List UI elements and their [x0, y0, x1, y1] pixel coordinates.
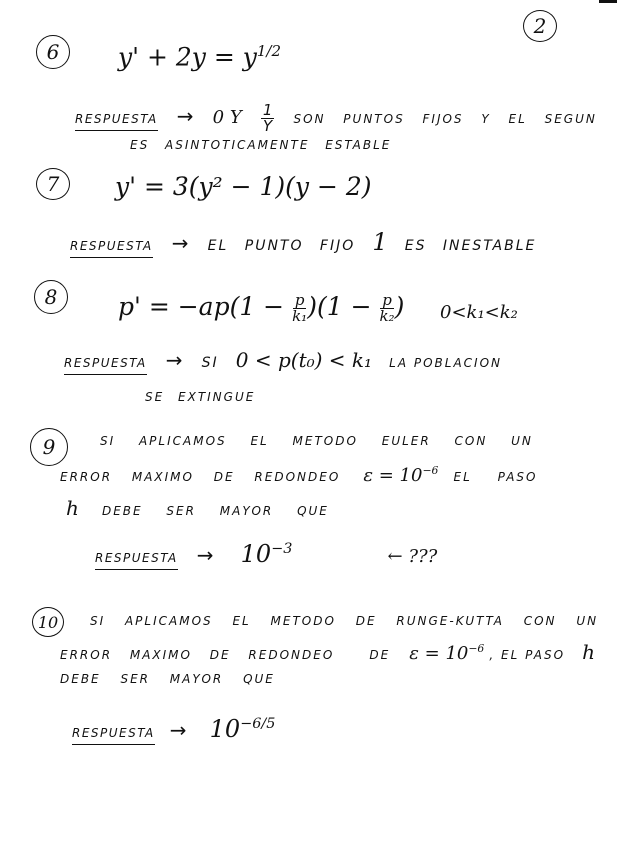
- denominator: k₂: [379, 307, 395, 325]
- problem-text: ERROR MAXIMO DE REDONDEO: [60, 648, 335, 662]
- problem-text: SI APLICAMOS EL METODO DE RUNGE-KUTTA CON UN: [90, 614, 599, 628]
- respuesta-label: RESPUESTA: [70, 239, 153, 258]
- answer-exponent: −3: [271, 541, 293, 557]
- respuesta-label: RESPUESTA: [64, 356, 147, 375]
- epsilon-base: ε = 10: [363, 465, 423, 486]
- equation-part: )(1 −: [307, 292, 372, 321]
- h-symbol: h: [582, 640, 596, 664]
- problem-text-row: [60, 464, 537, 486]
- problem-text: , EL PASO: [489, 648, 566, 662]
- epsilon-exponent: −6: [422, 464, 439, 477]
- arrow-icon: →: [171, 231, 189, 255]
- equation: [118, 292, 404, 324]
- respuesta-label: RESPUESTA: [75, 112, 158, 131]
- arrow-icon: →: [176, 104, 194, 128]
- arrow-icon: →: [165, 348, 183, 372]
- answer-math: 0 < p(t₀) < k₁: [235, 348, 373, 372]
- question-note: ← ???: [387, 546, 438, 567]
- answer-value: [210, 715, 276, 743]
- equation: y' = 3(y² − 1)(y − 2): [115, 172, 372, 201]
- numerator: 1: [262, 101, 273, 119]
- problem-text-row: [66, 496, 329, 520]
- problem-text: DEBE SER MAYOR QUE: [101, 504, 329, 518]
- epsilon-exponent: −6: [468, 642, 485, 655]
- epsilon-base: ε = 10: [409, 643, 469, 664]
- equation-part: p' = −ap(1 −: [118, 292, 285, 321]
- condition: 0<k₁<k₂: [440, 302, 518, 323]
- answer-row: [70, 228, 536, 256]
- answer-row: [95, 540, 437, 568]
- answer-base: 10: [240, 540, 272, 568]
- fraction: [292, 293, 307, 324]
- equation-text: y' + 2y = y: [118, 42, 257, 72]
- denominator: k₁: [292, 307, 308, 325]
- respuesta-label: RESPUESTA: [95, 551, 178, 570]
- problem-text: DEBE SER MAYOR QUE: [60, 672, 275, 686]
- answer-continuation: SE EXTINGUE: [145, 390, 256, 404]
- answer-text: LA POBLACION: [389, 356, 502, 370]
- problem-text: EL PASO: [453, 470, 538, 484]
- denominator: Y: [263, 117, 273, 135]
- epsilon-value: [409, 643, 484, 664]
- answer-text: SON PUNTOS FIJOS Y EL SEGUN: [293, 112, 597, 126]
- answer-text: 0 Y: [212, 107, 242, 128]
- problem-text: DE: [369, 648, 391, 662]
- arrow-icon: →: [169, 718, 187, 742]
- equation-part: ): [394, 292, 405, 321]
- answer-value: [241, 540, 293, 568]
- numerator: p: [382, 291, 392, 309]
- h-symbol: h: [66, 496, 79, 520]
- respuesta-label: RESPUESTA: [72, 726, 155, 745]
- problem-text: SI APLICAMOS EL METODO EULER CON UN: [100, 434, 533, 448]
- problem-number: 10: [32, 607, 64, 637]
- answer-row: [75, 103, 597, 134]
- problem-number: 6: [36, 35, 70, 69]
- answer-continuation: ES ASINTOTICAMENTE ESTABLE: [130, 138, 392, 152]
- arrow-icon: →: [196, 543, 214, 567]
- exponent: 1/2: [256, 42, 281, 60]
- answer-base: 10: [209, 715, 241, 743]
- problem-number: 9: [30, 428, 68, 466]
- epsilon-value: [363, 465, 438, 486]
- page-edge-mark: [599, 0, 617, 3]
- problem-number: 7: [36, 168, 70, 200]
- answer-number: 1: [372, 228, 388, 256]
- answer-row: [64, 348, 502, 372]
- answer-exponent: −6/5: [240, 716, 276, 732]
- answer-text: EL PUNTO FIJO: [207, 238, 356, 254]
- numerator: p: [294, 291, 305, 309]
- fraction: [261, 103, 275, 134]
- fraction: [379, 293, 394, 324]
- problem-text: ERROR MAXIMO DE REDONDEO: [60, 470, 341, 484]
- answer-row: [72, 715, 275, 743]
- answer-text: SI: [201, 355, 219, 371]
- page-number: 2: [523, 10, 557, 42]
- problem-text-row: [60, 640, 595, 664]
- equation: [118, 42, 281, 71]
- answer-text: ES INESTABLE: [404, 238, 537, 254]
- problem-number: 8: [34, 280, 68, 314]
